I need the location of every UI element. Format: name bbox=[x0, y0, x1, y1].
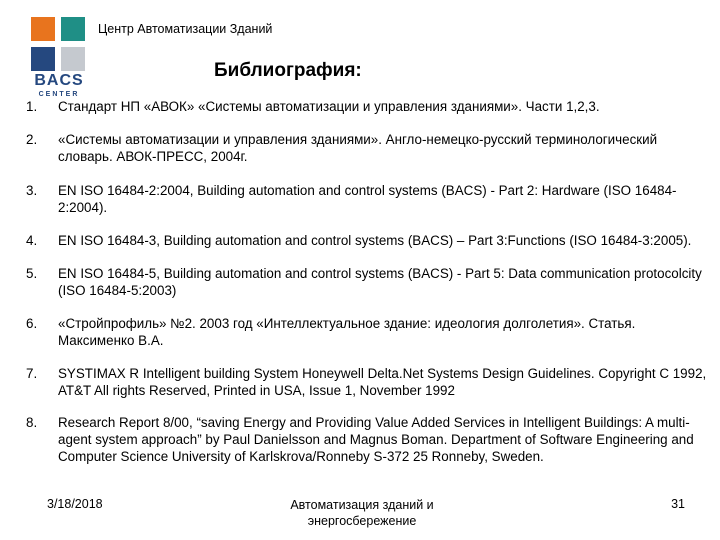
bibliography-item bbox=[18, 414, 710, 465]
bibliography-item bbox=[18, 265, 710, 299]
item-number: 5. bbox=[26, 266, 38, 281]
bibliography-item bbox=[18, 182, 710, 216]
bacs-center-logo bbox=[28, 14, 88, 96]
item-text: Стандарт НП «АВОК» «Системы автоматизации и управления зданиями». Части 1,2,3. bbox=[58, 99, 600, 114]
header-title: Центр Автоматизации Зданий bbox=[98, 22, 273, 36]
item-number: 7. bbox=[26, 366, 38, 381]
logo-grey-square bbox=[61, 47, 85, 71]
bibliography-item bbox=[18, 131, 710, 165]
item-number: 4. bbox=[26, 233, 38, 248]
item-number: 1. bbox=[26, 99, 38, 114]
logo-teal-square bbox=[61, 17, 85, 41]
item-text: EN ISO 16484-5, Building automation and control systems (BACS) - Part 5: Data communication protocolcity (ISO 16484-5:2003) bbox=[58, 266, 702, 298]
bibliography-item bbox=[18, 315, 710, 349]
bibliography-item bbox=[18, 98, 710, 115]
item-number: 2. bbox=[26, 132, 38, 147]
page-number: 31 bbox=[671, 497, 685, 511]
logo-blue-square bbox=[31, 47, 55, 71]
item-text: Research Report 8/00, “saving Energy and Providing Value Added Services in Intelligent Buildings: A multi-agent system approach” by Paul Danielsson and Magnus Boman. Department of Software Engineering and Computer Science University of Karlskrova/Ronneby S-372 25 Ronneby, Sweden. bbox=[58, 415, 694, 464]
item-text: EN ISO 16484-3, Building automation and control systems (BACS) – Part 3:Functions (ISO 16484-3:2005). bbox=[58, 233, 692, 248]
logo-main-text: BACS bbox=[34, 72, 84, 89]
item-number: 6. bbox=[26, 316, 38, 331]
bibliography-item bbox=[18, 365, 710, 399]
logo-sub-text: CENTER bbox=[38, 91, 80, 98]
logo-orange-square bbox=[31, 17, 55, 41]
item-text: EN ISO 16484-2:2004, Building automation and control systems (BACS) - Part 2: Hardware (ISO 16484-2:2004). bbox=[58, 183, 677, 215]
bibliography-item bbox=[18, 232, 710, 249]
item-number: 8. bbox=[26, 415, 38, 430]
item-text: «Системы автоматизации и управления зданиями». Англо-немецко-русский терминологический словарь. АВОК-ПРЕСС, 2004г. bbox=[58, 132, 658, 164]
footer-center-text: Автоматизация зданий и энергосбережение bbox=[290, 498, 434, 528]
footer-date: 3/18/2018 bbox=[47, 497, 103, 511]
bibliography-list bbox=[18, 98, 710, 465]
item-text: «Стройпрофиль» №2. 2003 год «Интеллектуальное здание: идеология долголетия». Статья. Максименко В.А. bbox=[58, 316, 636, 348]
item-text: SYSTIMAX R Intelligent building System Honeywell Delta.Net Systems Design Guidelines. Copyright C 1992, AT&T All rights Reserved, Printed in USA, Issue 1, November 1992 bbox=[58, 366, 707, 398]
item-number: 3. bbox=[26, 183, 38, 198]
slide-title: Библиография: bbox=[214, 60, 362, 81]
